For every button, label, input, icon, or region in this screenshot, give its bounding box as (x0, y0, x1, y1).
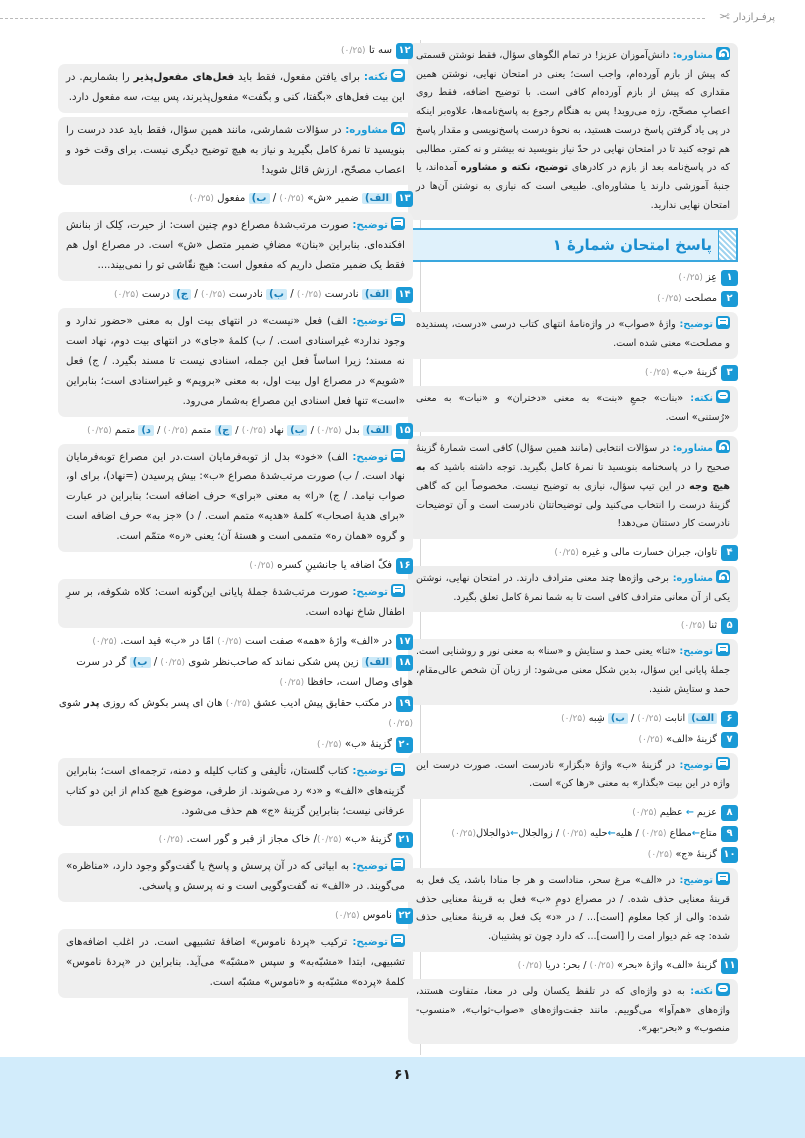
answer-text: ذوالجلال (476, 827, 511, 839)
explanation-icon (391, 763, 405, 776)
headset-icon (391, 122, 405, 135)
score: (۰/۲۵) (317, 835, 342, 846)
answer-5 (408, 616, 738, 636)
answer-text: ثنا (708, 620, 717, 632)
answer-4 (408, 543, 738, 563)
page-footer (0, 1057, 805, 1138)
answer-7 (408, 730, 738, 750)
note-text: برای یافتن مفعول، فقط باید (234, 72, 360, 83)
right-column (408, 40, 738, 1048)
answer-text: گزینهٔ «الف» واژهٔ «بحر» (617, 959, 717, 971)
explanation-icon (716, 757, 730, 770)
advice-text: در سؤالات شمارشی، مانند همین سؤال، فقط باید عدد درست را بنویسید تا نمرهٔ کامل بگیرید و نیاز به هیچ توضیح دیگری نیست. برای وقت خود و اعصاب مصحّح، ارزش قائل شوید! (66, 124, 405, 176)
advice-bold-text: توضیح، نکته و مشاوره (460, 162, 568, 174)
question-number: ۱۳ (396, 191, 413, 207)
score: (۰/۲۵) (340, 46, 366, 56)
answer-text: نادرست (228, 289, 263, 301)
option-label: ج) (173, 289, 191, 300)
question-number: ۱۴ (396, 287, 413, 303)
score: (۰/۲۵) (92, 636, 117, 647)
answer-9: ۹متاع←مطاع (۰/۲۵) / هلیه←حلیه (۰/۲۵) / زوالجلال←ذوالجلال(۰/۲۵) (408, 824, 738, 844)
question-number: ۱۹ (396, 696, 413, 712)
score: (۰/۲۵) (217, 636, 242, 647)
advice-text: در این تیپ سؤال، نیازی به توضیح نیست. مخصوصاً این که گاهی گزینهٔ درست را انتخاب می‌کنید ولی توضیحاتتان نادرست است و آن توضیحات نادرست کار دستتان می‌دهد! (416, 480, 730, 530)
note-icon (716, 983, 730, 996)
explanation-label: توضیح: (352, 587, 388, 599)
question-number: ۱۵ (396, 423, 413, 439)
option-label: ب) (266, 289, 287, 300)
answer-text: انابت (664, 712, 686, 724)
score: (۰/۲۵) (317, 739, 342, 750)
answer-text: هلیه (615, 827, 633, 839)
option-label: د) (138, 425, 154, 436)
explanation-box (58, 444, 413, 552)
answer-3 (408, 363, 738, 383)
option-label: ب) (130, 657, 151, 668)
answer-22 (58, 906, 413, 926)
explanation-text: ترکیب «پردهٔ ناموس» اضافهٔ تشبیهی است. در اغلب اضافه‌های تشبیهی، ابتدا «مشبّه‌به» و سپس «مشبّه» می‌آید. بنابراین در «پردهٔ ناموس» کلمهٔ «پرده» مشبّه‌به و «ناموس» مشبّه است. (66, 937, 405, 989)
score: (۰/۲۵) (678, 273, 703, 284)
headset-icon (716, 47, 730, 60)
answer-text: گزینهٔ «ب» (672, 366, 717, 378)
answer-text: متمم (114, 424, 136, 436)
question-number: ۲ (721, 291, 738, 307)
question-number: ۱ (721, 270, 738, 286)
answer-text: گر در سرت هوای وصال است، حافظا (76, 656, 413, 688)
score: (۰/۲۵) (160, 657, 185, 668)
explanation-label: توضیح: (352, 316, 388, 328)
answer-text: مطاع (669, 827, 692, 839)
question-number: ۳ (721, 365, 738, 381)
header-title (719, 10, 775, 25)
answer-1 (408, 268, 738, 288)
score: (۰/۲۵) (225, 698, 251, 709)
score: (۰/۲۵) (632, 807, 657, 818)
answer-20 (58, 735, 413, 755)
answer-text: متاع (699, 827, 717, 839)
option-label: الف) (362, 657, 392, 668)
explanation-label: توضیح: (352, 220, 388, 232)
header-dashed-line (0, 18, 705, 19)
answer-text: شوی (58, 697, 84, 709)
score: (۰/۲۵) (316, 425, 342, 436)
answer-text: امّا در «ب» قید است. (120, 635, 214, 647)
answer-text: عظیم (659, 806, 683, 818)
question-number: ۹ (721, 826, 738, 842)
explanation-box (58, 212, 413, 281)
advice-text: در سؤالات انتخابی (مانند همین سؤال) کافی است شمارهٔ گزینهٔ صحیح را در پاسخنامه بنویسید تا نمرهٔ کامل بگیرید. توجه داشته باشید که (416, 443, 730, 474)
question-number: ۱۷ (396, 634, 413, 650)
score: (۰/۲۵) (163, 425, 188, 436)
explanation-text: صورت مرتب‌شدهٔ مصراع دوم چنین است: از حیرت، کِلک از بنانش افکنده‌ای. بنابراین «بنان» مضافِ ضمیر متصل «ش» است. در مصراع اول هم فقط یک ضمیر متصل داریم که مفعول است: هیچ نقّاشی تو را نمی‌بیند.... (66, 220, 405, 272)
explanation-box (58, 579, 413, 628)
answer-text: نهاد (269, 424, 284, 436)
answer-text: سه تا (368, 45, 392, 56)
score: (۰/۲۵) (249, 561, 274, 572)
note-icon (716, 390, 730, 403)
explanation-icon (716, 643, 730, 656)
question-number: ۶ (721, 711, 738, 727)
score: (۰/۲۵) (647, 849, 673, 860)
explanation-icon (716, 872, 730, 885)
answer-text: تاوان، جبران خسارت مالی و غیره (581, 546, 717, 558)
question-number: ۲۰ (396, 737, 413, 753)
advice-label: مشاوره: (672, 443, 713, 455)
explanation-icon (391, 313, 405, 326)
answer-18: ۱۸الف) زین پس شکی نماند که صاحب‌نظر شوی (۰/۲۵) / ب) گر در سرت هوای وصال است، حافظا (۰/۲۵) (76, 656, 413, 688)
note-bold-text: فعل‌های مفعول‌پذیر (133, 72, 235, 83)
score: (۰/۲۵) (657, 294, 682, 305)
explanation-label: توضیح: (679, 646, 713, 658)
score: (۰/۲۵) (158, 835, 184, 846)
answer-text: شِبه (588, 712, 605, 724)
note-text: به دو واژه‌ای که در تلفظ یکسان ولی در معنا، متفاوت هستند، واژه‌های «هم‌آوا» می‌گوییم. مانند جفت‌واژه‌های «صواب-ثواب»، «منسوب-منصوب» و «بحر-بهر». (416, 985, 730, 1035)
explanation-box (58, 929, 413, 998)
explanation-label: توضیح: (352, 937, 388, 949)
score: (۰/۲۵) (554, 547, 579, 558)
explanation-label: توضیح: (679, 874, 713, 886)
answer-15: ۱۵الف) بدل (۰/۲۵) / ب) نهاد (۰/۲۵) / ج) متمم (۰/۲۵) / د) متمم (۰/۲۵) (58, 421, 413, 441)
question-number: ۸ (721, 805, 738, 821)
score: (۰/۲۵) (279, 677, 305, 688)
score: (۰/۲۵) (644, 367, 670, 378)
note-box (58, 64, 413, 113)
explanation-label: توضیح: (679, 319, 713, 331)
header-title-text: پرفـرازدار (733, 12, 775, 23)
answer-text: زین پس شکی نماند که صاحب‌نظر شوی (188, 656, 359, 668)
answer-text: گزینهٔ «الف» (666, 733, 717, 745)
answer-14: ۱۴الف) نادرست (۰/۲۵) / ب) نادرست (۰/۲۵) / ج) درست (۰/۲۵) (58, 285, 413, 305)
advice-label: مشاوره: (672, 50, 713, 61)
option-label: ب) (608, 713, 628, 724)
answer-text: درست (141, 289, 170, 301)
answer-text: زوالجلال (518, 827, 553, 839)
answer-bold-text: پدر (83, 697, 100, 709)
answer-11: ۱۱گزینهٔ «الف» واژهٔ «بحر» (۰/۲۵) / بحر: دریا (۰/۲۵) (408, 956, 738, 976)
explanation-text: کتاب گلستان، تألیفی و کتاب کلیله و دمنه، ترجمه‌ای است؛ بنابراین گزینه‌های «الف» و «د» رد می‌شوند. از طرفی، موضوع هیچ کدام از این دو کتاب عرفانی نیست؛ بنابراین گزینهٔ «ج» هم حذف می‌شود. (66, 765, 405, 817)
explanation-box (408, 868, 738, 952)
answer-8 (408, 803, 738, 823)
answer-text: در «الف» واژهٔ «همه» صفت است (245, 635, 392, 647)
note-label: نکته: (690, 985, 713, 997)
answer-text: گزینهٔ «ب» (344, 834, 392, 846)
score: (۰/۲۵) (451, 828, 476, 839)
page-header (0, 8, 805, 28)
explanation-icon (391, 934, 405, 947)
option-label: ج) (215, 425, 233, 436)
question-number: ۱۱ (721, 958, 738, 974)
note-label: نکته: (690, 392, 713, 404)
answer-10 (408, 845, 738, 865)
score: (۰/۲۵) (562, 828, 587, 839)
headset-icon (716, 570, 730, 583)
question-number: ۲۱ (396, 832, 413, 848)
option-label: الف) (363, 425, 392, 436)
option-label: الف) (688, 713, 717, 724)
answer-text: هان ای پسر بکوش که روزی (99, 697, 223, 709)
explanation-text: صورت مرتب‌شدهٔ جملهٔ پایانی این‌گونه است: کلاه شکوفه، بر سرِ اطفال شاخ نهاده است. (66, 587, 405, 618)
headset-icon (716, 440, 730, 453)
striped-decoration (718, 230, 736, 260)
score: (۰/۲۵) (680, 621, 706, 632)
answer-text: بدل (344, 424, 360, 436)
advice-text: آمده‌اند، یا جنبهٔ آموزشی دارند یا مشاوره‌ای. طبیعی است که نیازی به نوشتن آن‌ها در امتحان نهایی ندارید. (416, 162, 730, 211)
question-number: ۱۶ (396, 558, 413, 574)
explanation-label: توضیح: (679, 759, 713, 771)
score: (۰/۲۵) (201, 290, 226, 301)
option-label: ب) (249, 193, 270, 204)
answer-text: نادرست (324, 289, 359, 301)
answer-19 (58, 694, 413, 734)
explanation-icon (391, 858, 405, 871)
explanation-label: توضیح: (352, 451, 388, 463)
arrow-icon: ← (685, 806, 694, 818)
question-number: ۱۰ (721, 847, 738, 863)
explanation-label: توضیح: (352, 765, 388, 777)
arrow-icon: ← (607, 827, 616, 839)
answer-text: گزینهٔ «ج» (675, 848, 717, 860)
answer-6 (408, 709, 738, 729)
explanation-text: «ثنا» یعنی حمد و ستایش و «سنا» به معنی نور و روشنایی است. جملهٔ پایانی این سؤال، بدین شکل معنی می‌شود: از زبان آن شخص عالی‌مقام، حمد و ستایش شنید. (416, 646, 730, 695)
scissors-icon: ✂ (718, 10, 730, 25)
question-number: ۱۲ (396, 43, 413, 59)
advice-bold-text: به هیچ وجه (416, 462, 730, 492)
score: (۰/۲۵) (589, 960, 615, 971)
score: (۰/۲۵) (279, 194, 304, 205)
explanation-box (408, 312, 738, 358)
score: (۰/۲۵) (189, 194, 214, 205)
question-number: ۴ (721, 545, 738, 561)
answer-text: مصلحت (684, 293, 717, 305)
answer-text: فکّ اضافه یا جانشینِ کسره (277, 560, 392, 572)
advice-box (408, 436, 738, 539)
answer-text: بحر: دریا (545, 959, 581, 971)
answer-text: مفعول (217, 193, 246, 205)
answer-text: ضمیر «ش» (307, 193, 359, 205)
answer-12 (58, 41, 413, 61)
score: (۰/۲۵) (241, 425, 267, 436)
explanation-text: واژهٔ «صواب» در واژه‌نامهٔ انتهای کتاب درسی «درست، پسندیده و مصلحت» معنی شده است. (416, 319, 730, 350)
score: (۰/۲۵) (335, 911, 360, 922)
explanation-icon (391, 449, 405, 462)
advice-label: مشاوره: (345, 124, 388, 136)
score: (۰/۲۵) (87, 425, 112, 436)
left-column (58, 40, 413, 1002)
answer-text: گزینهٔ «ب» (344, 738, 392, 750)
answer-2 (408, 289, 738, 309)
section-title (408, 228, 738, 262)
answer-13: ۱۳الف) ضمیر «ش» (۰/۲۵) / ب) مفعول (۰/۲۵) (58, 189, 413, 209)
advice-text: برخی واژه‌ها چند معنی مترادف دارند. در امتحان نهایی، نوشتن یکی از آن معانی مترادف کافی است تا به شما نمرهٔ کامل تعلق بگیرد. (416, 572, 730, 603)
answer-text: عِز (705, 272, 717, 284)
note-icon (391, 69, 405, 82)
note-box (408, 979, 738, 1044)
arrow-icon: ← (691, 827, 700, 839)
score: (۰/۲۵) (114, 290, 139, 301)
advice-box (408, 566, 738, 612)
intro-advice-box (408, 43, 738, 220)
answer-17 (58, 632, 413, 652)
score: (۰/۲۵) (641, 828, 667, 839)
answer-21 (58, 830, 413, 850)
separator: / (630, 712, 635, 724)
explanation-icon (391, 217, 405, 230)
score: (۰/۲۵) (296, 290, 322, 301)
advice-label: مشاوره: (672, 572, 713, 584)
explanation-text: الف) فعل «نیست» در انتهای بیت اول به معنی «حضور ندارد و وجود ندارد» غیراسنادی است. / ب) کلمهٔ «جای» در انتهای بیت دوم، نهاد است نه مسند؛ زیرا اساساً فعل این جمله، اسنادی نیست تا مسند بگیرد. / ج) فعل «شویم» در مصراع اول بیت اول، به معنی «برویم» و غیراسنادی است؛ بنابراین «است» تنها فعل اسنادی این مصراع به‌شمار می‌رود. (66, 316, 405, 407)
explanation-box (408, 753, 738, 799)
answer-text: ناموس (362, 910, 392, 922)
explanation-box (58, 758, 413, 827)
score: (۰/۲۵) (637, 713, 662, 724)
answer-text: متمم (191, 424, 212, 436)
explanation-box (408, 639, 738, 704)
explanation-icon (716, 316, 730, 329)
score: (۰/۲۵) (517, 960, 543, 971)
section-title-text: پاسخ امتحان شمارهٔ ۱ (552, 236, 712, 255)
advice-text: دانش‌آموزان عزیز! در تمام الگوهای سؤال، فقط نوشتن قسمتی که پیش از بازم آورده‌ام، واجب است؛ یعنی در امتحان نهایی، نوشتن همین مقداری که پیش از بازم آورده‌ام کافی است. با توضیح اضافه، فقط روی اعصابِ مصحّح، رژه می‌روید! پس به هنگام رجوع به پاسخ‌نامه‌ها، علاوه‌بر اینکه در پی یاد گرفتن پاسخ درست هستید، به نحوهٔ درست پاسخ‌نویسی و مقدار پاسخ هم توجه کنید تا در امتحان نهایی در حدّ نیاز بنویسید نه بیشتر و نه کمتر. مطالبی که در پاسخ‌نامه بعد از بازم در کادرهای (416, 50, 731, 174)
explanation-text: به ابیاتی که در آن پرسش و پاسخ یا گفت‌وگو وجود دارد، «مناظره» می‌گویند. در «الف» نه گفت‌وگویی است و نه پرسش و پاسخی. (66, 861, 405, 893)
score: (۰/۲۵) (388, 718, 413, 729)
explanation-label: توضیح: (352, 861, 388, 873)
explanation-text: در گزینهٔ «ب» واژهٔ «بگزار» نادرست است. صورت درست این واژه در این بیت «بگذار» به معنی «رها کن» است. (416, 759, 730, 790)
option-label: ب) (287, 425, 307, 436)
score: (۰/۲۵) (561, 713, 586, 724)
score: (۰/۲۵) (638, 734, 664, 745)
note-box (408, 386, 738, 432)
question-number: ۷ (721, 732, 738, 748)
note-text: «بنات» جمعِ «بنت» به معنی «دختران» و «نبات» به معنی «رُستنی» است. (416, 392, 730, 423)
answer-text: عزیم (696, 806, 717, 818)
answer-text: در مکتب حقایق پیش ادیب عشق (253, 697, 392, 709)
explanation-box (58, 853, 413, 902)
page-number: ۶۱ (393, 1067, 412, 1083)
explanation-box (58, 308, 413, 416)
explanation-text: الف) «خود» بدل از توبه‌فرمایان است.در این مصراع توبه‌فرمایان نهاد است. / ب) صورت مرتب‌شدهٔ مصراع «ب»: بیش پرسیدن (=نهاد)، برای او، صواب نیامد. / ج) «را» به معنی «برای» حرف اضافه است؛ بنابراین در عبارت «برای هدیهٔ اصحاب» کلمهٔ «هدیه» متمم است. / د) «جز به» حرف اضافه است و گروه «همان ره» متممی است و هستهٔ آن؛ یعنی «ره» متمّم است. (66, 451, 405, 543)
advice-box (58, 117, 413, 186)
question-number: ۲۲ (396, 908, 413, 924)
note-text: را بشماریم. در این بیت فعل‌های «بگفتا، کنی و بگفت» مفعول‌پذیرند، پس بیت، سه مفعول دارد. (66, 72, 405, 103)
question-number: ۵ (721, 618, 738, 634)
answer-text: حلیه (590, 827, 608, 839)
explanation-icon (391, 584, 405, 597)
explanation-text: در «الف» مرغ سحر، منادا‌ست و هر جا منادا باشد، یک فعل به قرینهٔ معنایی حذف شده. / در مصراع دومِ «ب» فعل به قرینهٔ معنایی حذف شده: والی از کجا معلوم [است]... / در «د» یک فعل به قرینهٔ معنایی حذف شده: چه غم دیوار امت را [است]... که دارد چون تو پشتیبان. (416, 874, 730, 943)
option-label: الف) (362, 193, 392, 204)
question-number: ۱۸ (396, 655, 413, 671)
note-label: نکته: (363, 72, 388, 83)
option-label: الف) (362, 289, 392, 300)
answer-16 (58, 556, 413, 576)
arrow-icon: ← (510, 827, 519, 839)
answer-text: / خاک مجاز از قبر و گور است. (186, 834, 318, 846)
